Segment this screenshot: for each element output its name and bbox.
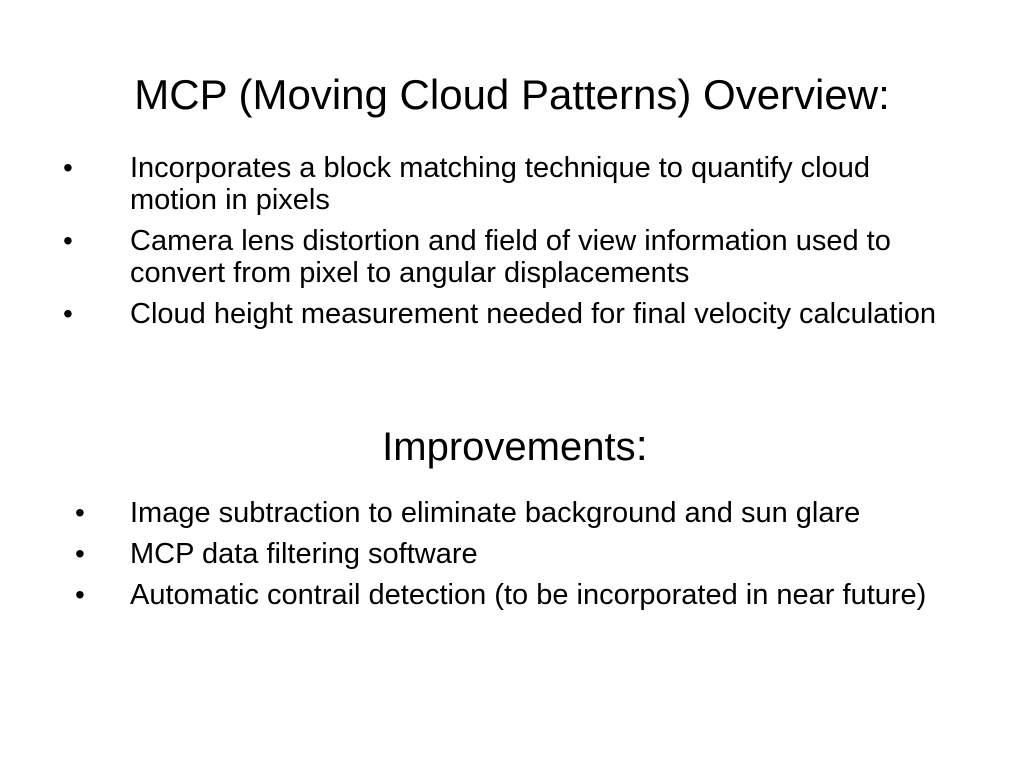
list-item [63, 298, 963, 330]
bullet-icon: • [75, 579, 85, 610]
slide-title: MCP (Moving Cloud Patterns) Overview: [134, 71, 890, 118]
bullet-icon: • [63, 152, 73, 183]
list-item-text: Incorporates a block matching technique to quantify cloud motion in pixels [130, 152, 870, 216]
improvements-heading [0, 422, 1024, 471]
list-item [63, 225, 963, 289]
improvements-heading-text: Improvements [382, 425, 636, 469]
improvements-heading-colon: : [635, 421, 648, 470]
list-item-text: Camera lens distortion and field of view information used to convert from pixel to angular displacements [130, 225, 891, 289]
improvements-bullet-list [75, 497, 975, 620]
bullet-icon: • [75, 497, 85, 528]
bullet-icon: • [63, 225, 73, 256]
bullet-icon: • [63, 298, 73, 329]
list-item-text: Image subtraction to eliminate background and sun glare [130, 497, 861, 529]
list-item [75, 579, 975, 611]
overview-bullet-list [63, 152, 963, 339]
list-item-text: Automatic contrail detection (to be incorporated in near future) [130, 579, 927, 611]
list-item [63, 152, 963, 216]
bullet-icon: • [75, 538, 85, 569]
list-item-text: Cloud height measurement needed for final velocity calculation [130, 298, 937, 330]
list-item-text: MCP data filtering software [130, 538, 478, 570]
list-item [75, 538, 975, 570]
list-item [75, 497, 975, 529]
